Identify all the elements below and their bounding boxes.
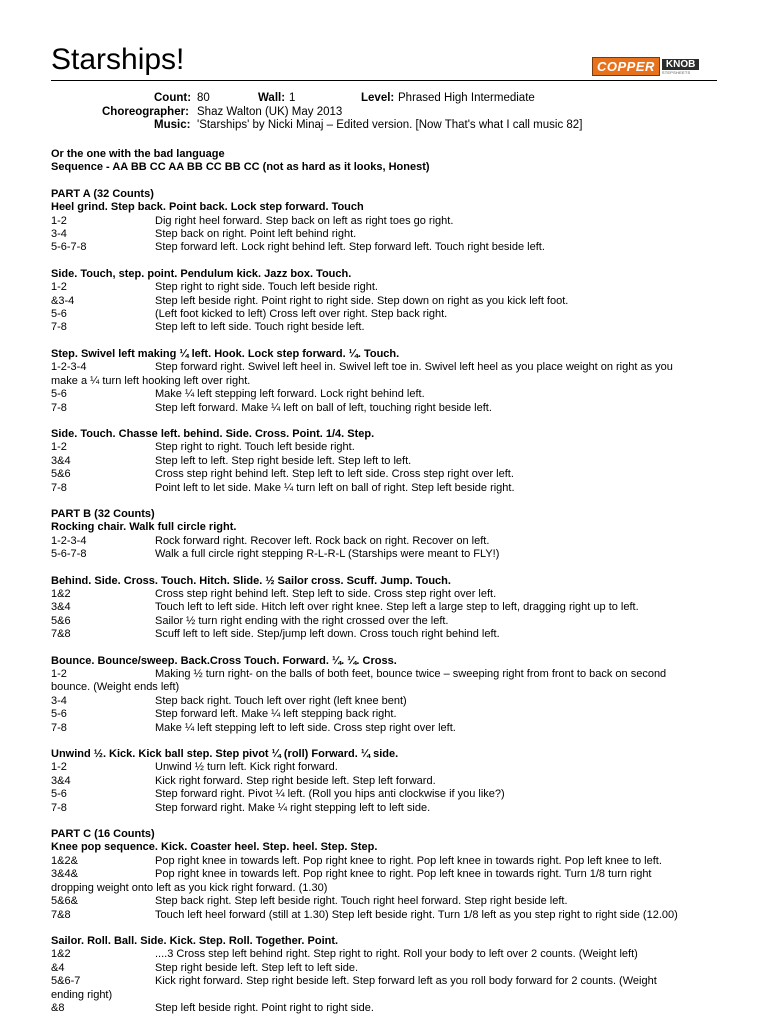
- step-row: [51, 601, 721, 614]
- step-row: [51, 295, 721, 308]
- section-heading: Heel grind. Step back. Point back. Lock step forward. Touch: [51, 201, 364, 214]
- step-description: Pop right knee in towards left. Pop right knee to right. Pop left knee in towards right. Turn 1/8 turn right: [155, 868, 652, 881]
- section-heading: Step. Swivel left making ¼ left. Hook. Lock step forward. ¼. Touch.: [51, 347, 400, 360]
- step-row: [51, 455, 721, 468]
- step-description: Step left to left. Step right beside left. Step left to left.: [155, 454, 412, 467]
- step-count: 7&8: [51, 628, 71, 641]
- step-row: [51, 402, 721, 415]
- stepsheet-section: [51, 935, 721, 1015]
- step-count: 7-8: [51, 481, 67, 494]
- step-description: Step forward right. Pivot ¼ left. (Roll you hips anti clockwise if you like?): [155, 788, 505, 801]
- music-label: Music:: [154, 119, 191, 131]
- step-row: [51, 321, 721, 334]
- stepsheet-section: [51, 508, 721, 562]
- step-row: [51, 975, 721, 988]
- step-row: [51, 962, 721, 975]
- logo-copper-text: COPPER: [592, 57, 660, 76]
- section-heading: Sailor. Roll. Ball. Side. Kick. Step. Roll. Together. Point.: [51, 934, 339, 947]
- step-description: Rock forward right. Recover left. Rock back on right. Recover on left.: [155, 534, 490, 547]
- wall-value: 1: [289, 92, 296, 104]
- step-row: [51, 775, 721, 788]
- step-description: Step left to left side. Touch right beside left.: [155, 321, 365, 334]
- step-count: 1&2: [51, 948, 71, 961]
- step-description: Sailor ½ turn right ending with the right crossed over the left.: [155, 614, 449, 627]
- intro-line: Or the one with the bad language: [51, 148, 225, 160]
- level-label: Level:: [361, 92, 395, 104]
- step-row: [51, 482, 721, 495]
- step-row: [51, 308, 721, 321]
- choreographer-label: Choreographer:: [102, 105, 189, 118]
- step-count: 1-2: [51, 761, 67, 774]
- section-heading: Unwind ½. Kick. Kick ball step. Step pivot ¼ (roll) Forward. ¼ side.: [51, 748, 399, 761]
- step-description: Step forward left. Make ¼ left stepping back right.: [155, 708, 397, 721]
- section-heading: Side. Touch. Chasse left. behind. Side. Cross. Point. 1/4. Step.: [51, 427, 375, 440]
- step-row: [51, 855, 721, 868]
- step-count: 1-2: [51, 668, 67, 680]
- step-count: 7-8: [51, 721, 67, 734]
- step-row: [51, 722, 721, 735]
- step-row: [51, 588, 721, 601]
- section-heading: Rocking chair. Walk full circle right.: [51, 521, 237, 534]
- section-heading: PART A (32 Counts): [51, 187, 154, 200]
- step-description: Step back on right. Point left behind right.: [155, 228, 357, 241]
- step-count: &4: [51, 961, 65, 974]
- step-description: Step right to right. Touch left beside right.: [155, 441, 355, 454]
- step-description: Step left beside right. Point right to right side.: [155, 1001, 374, 1014]
- step-row: [51, 548, 721, 561]
- step-row: [51, 361, 721, 374]
- step-row: [51, 215, 721, 228]
- section-heading: Knee pop sequence. Kick. Coaster heel. Step. heel. Step. Step.: [51, 841, 378, 854]
- page-title: Starships!: [51, 43, 185, 76]
- step-count: 1-2-3-4: [51, 534, 87, 547]
- step-description-continued: make a ¼ turn left hooking left over right.: [51, 374, 251, 387]
- step-count: 3&4: [51, 774, 71, 787]
- title-divider: [51, 80, 717, 81]
- sequence-line: Sequence - AA BB CC AA BB CC BB CC (not as hard as it looks, Honest): [51, 161, 430, 174]
- step-row: [51, 788, 721, 801]
- step-row: [51, 695, 721, 708]
- step-count: 1-2: [51, 441, 67, 454]
- copperknob-logo: [592, 57, 718, 76]
- step-description: (Left foot kicked to left) Cross left over right. Step back right.: [155, 308, 448, 321]
- step-description: Scuff left to left side. Step/jump left down. Cross touch right behind left.: [155, 628, 500, 641]
- step-description: Unwind ½ turn left. Kick right forward.: [155, 761, 338, 774]
- step-description: Making ½ turn right- on the balls of both feet, bounce twice – sweeping right from front to back on second: [155, 668, 667, 680]
- step-description: Cross step right behind left. Step left to side. Cross step right over left.: [155, 587, 497, 600]
- step-count: 5-6: [51, 788, 67, 801]
- stepsheet-section: [51, 748, 721, 815]
- step-count: 3-4: [51, 694, 67, 707]
- step-count: 5-6: [51, 708, 67, 721]
- logo-knob-text: KNOB: [662, 59, 699, 70]
- wall-label: Wall:: [258, 92, 286, 104]
- step-count: 1&2&: [51, 854, 78, 867]
- step-count: 7-8: [51, 401, 67, 414]
- step-description: Make ¼ left stepping left to left side. Cross step right over left.: [155, 721, 456, 734]
- step-description: Step back right. Touch left over right (left knee bent): [155, 694, 407, 707]
- stepsheet-section: [51, 268, 721, 335]
- stepsheet-content: [51, 148, 721, 1015]
- logo-knob: [662, 59, 699, 75]
- step-description: Dig right heel forward. Step back on left as right toes go right.: [155, 214, 454, 227]
- section-heading: Behind. Side. Cross. Touch. Hitch. Slide. ½ Sailor cross. Scuff. Jump. Touch.: [51, 574, 451, 587]
- step-row: [51, 228, 721, 241]
- step-count: &8: [51, 1001, 65, 1014]
- step-count: 5-6-7-8: [51, 241, 87, 254]
- step-row: [51, 615, 721, 628]
- step-count: 3&4: [51, 601, 71, 614]
- intro-block: [51, 148, 721, 175]
- step-row: [51, 468, 721, 481]
- step-count: 7&8: [51, 908, 71, 921]
- step-count: 7-8: [51, 321, 67, 334]
- step-description: Point left to let side. Make ¼ turn left on ball of right. Step left beside right.: [155, 481, 515, 494]
- count-label: Count:: [154, 92, 192, 104]
- step-description: Step forward right. Swivel left heel in. Swivel left toe in. Swivel left heel as you place weight on right as you: [155, 361, 673, 374]
- step-count: &3-4: [51, 294, 75, 307]
- music-value: 'Starships' by Nicki Minaj – Edited version. [Now That's what I call music 82]: [197, 119, 583, 131]
- step-count: 5-6: [51, 308, 67, 321]
- step-description-continued: bounce. (Weight ends left): [51, 681, 180, 694]
- step-row: [51, 628, 721, 641]
- section-heading: Side. Touch, step. point. Pendulum kick. Jazz box. Touch.: [51, 267, 352, 280]
- step-count: 5&6: [51, 614, 71, 627]
- step-description: Step left beside right. Point right to right side. Step down on right as you kick left foot.: [155, 294, 569, 307]
- step-count: 1&2: [51, 587, 71, 600]
- level-value: Phrased High Intermediate: [398, 92, 535, 104]
- step-row: [51, 241, 721, 254]
- step-row: [51, 868, 721, 881]
- stepsheet-section: [51, 348, 721, 415]
- step-description: Step forward right. Make ¼ right stepping left to left side.: [155, 801, 431, 814]
- stepsheet-section: [51, 655, 721, 735]
- step-count: 1-2: [51, 281, 67, 294]
- choreographer-value: Shaz Walton (UK) May 2013: [197, 105, 343, 118]
- step-count: 1-2: [51, 214, 67, 227]
- step-count: 1-2-3-4: [51, 361, 87, 374]
- stepsheet-section: [51, 188, 721, 255]
- step-row: [51, 281, 721, 294]
- stepsheet-section: [51, 575, 721, 642]
- step-row: [51, 441, 721, 454]
- step-description: Step back right. Step left beside right. Touch right heel forward. Step right beside left.: [155, 895, 568, 908]
- step-row: [51, 909, 721, 922]
- stepsheet-section: [51, 828, 721, 922]
- sections-list: [51, 188, 721, 1016]
- step-description: Cross step right behind left. Step left to left side. Cross step right over left.: [155, 468, 514, 481]
- step-count: 5-6: [51, 388, 67, 401]
- step-count: 7-8: [51, 801, 67, 814]
- section-heading: PART C (16 Counts): [51, 828, 155, 841]
- step-row: [51, 668, 721, 681]
- step-description: Touch left heel forward (still at 1.30) Step left beside right. Turn 1/8 left as you step right to right side (12.00): [155, 908, 678, 921]
- step-count: 5&6&: [51, 895, 78, 908]
- step-description: Pop right knee in towards left. Pop right knee to right. Pop left knee in towards right. Pop left knee to left.: [155, 854, 662, 867]
- step-row: [51, 895, 721, 908]
- section-heading: Bounce. Bounce/sweep. Back.Cross Touch. Forward. ¼. ¼. Cross.: [51, 654, 397, 667]
- step-row: [51, 948, 721, 961]
- step-row: [51, 535, 721, 548]
- step-description: Kick right forward. Step right beside left. Step left forward.: [155, 774, 436, 787]
- step-description: Make ¼ left stepping left forward. Lock right behind left.: [155, 388, 425, 401]
- step-count: 3&4: [51, 454, 71, 467]
- step-description: Step right to right side. Touch left beside right.: [155, 281, 378, 294]
- step-description: Step forward left. Lock right behind left. Step forward left. Touch right beside left.: [155, 241, 545, 254]
- step-description: Step right beside left. Step left to left side.: [155, 961, 359, 974]
- step-description: Walk a full circle right stepping R-L-R-L (Starships were meant to FLY!): [155, 548, 500, 561]
- step-count: 5&6: [51, 468, 71, 481]
- step-row: [51, 708, 721, 721]
- step-count: 3-4: [51, 228, 67, 241]
- step-count: 5&6-7: [51, 975, 81, 988]
- step-row: [51, 761, 721, 774]
- step-description: Kick right forward. Step right beside left. Step forward left as you roll body forward for 2 counts. (Weight: [155, 975, 657, 988]
- count-value: 80: [197, 92, 210, 104]
- step-description: Touch left to left side. Hitch left over right knee. Step left a large step to left, dragging right up to left.: [155, 601, 639, 614]
- step-description-continued: dropping weight onto left as you kick right forward. (1.30): [51, 881, 328, 894]
- step-row: [51, 802, 721, 815]
- section-heading: PART B (32 Counts): [51, 507, 155, 520]
- step-description-continued: ending right): [51, 988, 113, 1001]
- step-row: [51, 1002, 721, 1015]
- step-description: Step left forward. Make ¼ left on ball of left, touching right beside left.: [155, 401, 492, 414]
- stepsheet-section: [51, 428, 721, 495]
- step-description: ....3 Cross step left behind right. Step right to right. Roll your body to left over 2 counts. (Weight left): [155, 948, 638, 961]
- logo-tagline: STEPSHEETS: [661, 69, 691, 75]
- step-count: 3&4&: [51, 868, 78, 881]
- step-count: 5-6-7-8: [51, 548, 87, 561]
- step-row: [51, 388, 721, 401]
